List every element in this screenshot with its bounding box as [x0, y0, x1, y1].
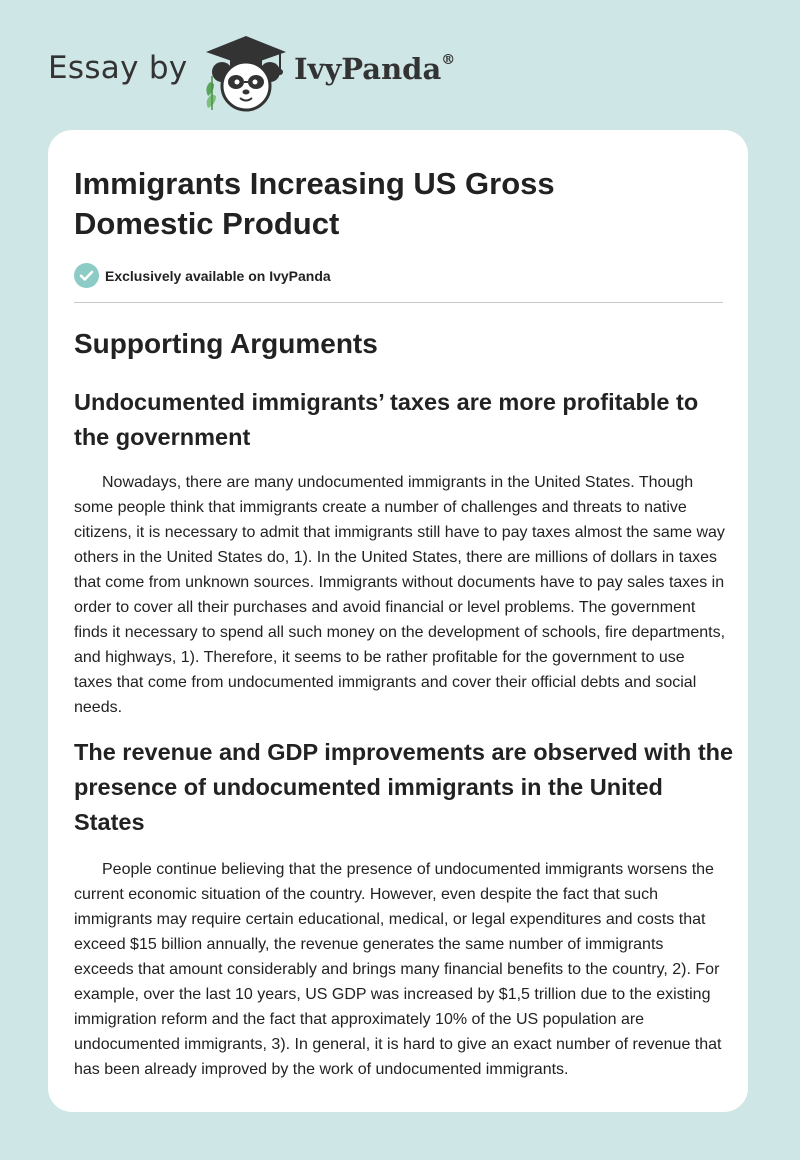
check-icon	[74, 263, 99, 288]
section-heading: Supporting Arguments	[74, 328, 378, 359]
paragraph-1: Nowadays, there are many undocumented immigrants in the United States. Though some people think that immigrants create a number of challenges and threats to native citizens, it is necessary to admit that immigrants still have to pay taxes almost the same way others in the United States do, 1). In the United States, there are millions of dollars in taxes that come from unknown sources. Immigrants without documents have to pay sales taxes in order to cover all their purchases and avoid financial or level problems. The government finds it necessary to spend all such money on the development of schools, fire departments, and highways, 1). Therefore, it seems to be rather profitable for the government to use taxes that come from undocumented immigrants and cover their official debts and social needs.	[74, 474, 726, 716]
panda-graduate-icon[interactable]	[200, 32, 292, 114]
site-header	[48, 30, 548, 110]
divider	[74, 302, 723, 303]
exclusive-badge	[74, 263, 331, 288]
page-title: Immigrants Increasing US Gross Domestic Product	[74, 166, 555, 241]
essay-by-label: Essay by	[48, 50, 188, 86]
badge-label: Exclusively available on IvyPanda	[105, 267, 331, 284]
registered-mark: ®	[441, 52, 456, 69]
subsection-heading-1: Undocumented immigrants’ taxes are more profitable to the government	[74, 389, 699, 450]
brand-name[interactable]	[294, 52, 455, 86]
subsection-heading-2: The revenue and GDP improvements are observed with the presence of undocumented immigrants in the United States	[74, 739, 734, 835]
brand-text: IvyPanda	[294, 52, 442, 86]
paragraph-2: People continue believing that the presence of undocumented immigrants worsens the current economic situation of the country. However, even despite the fact that such immigrants may require certain educational, medical, or legal expenditures and costs that exceed $15 billion annually, the revenue generates the same number of immigrants exceeds that amount considerably and brings many financial benefits to the country, 2). For example, over the last 10 years, US GDP was increased by $1,5 trillion due to the existing immigration reform and the fact that approximately 10% of the US population are undocumented immigrants, 3). In general, it is hard to give an exact number of revenue that has been already improved by the work of undocumented immigrants.	[74, 861, 722, 1078]
article-card	[48, 130, 748, 1112]
